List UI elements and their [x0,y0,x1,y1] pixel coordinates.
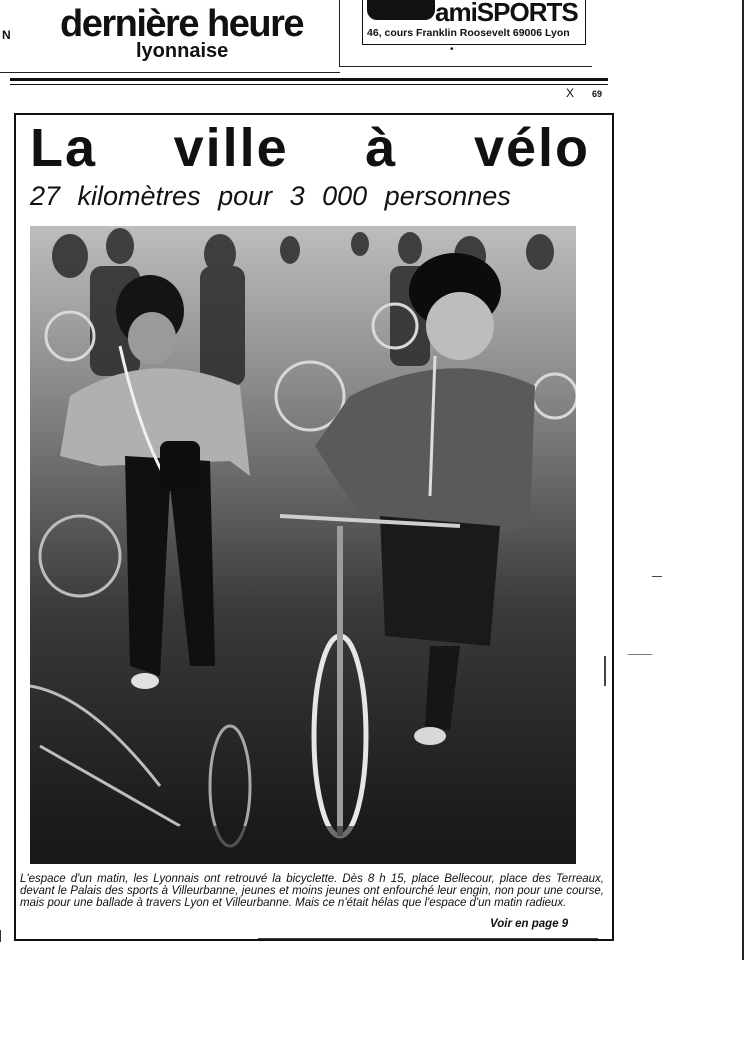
amisports-logo-icon [367,0,435,20]
headline-word: La [30,118,98,178]
see-page-link[interactable]: Voir en page 9 [490,918,569,930]
scan-mark [0,930,1,942]
masthead-title: dernière heure [60,3,303,45]
photo-caption: L'espace d'un matin, les Lyonnais ont retrouvé la bicyclette. Dès 8 h 15, place Bellecour, place des Terreaux, devant le Palais des sports à Villeurbanne, jeunes et moins jeunes ont enfourché leur engin, non pour une course, mais pour une ballade à travers Lyon et Villeurbanne. Mais ce n'était hélas que l'espace d'un matin radieux. [20,873,604,909]
masthead-subtitle: lyonnaise [136,40,229,62]
cyclists-photo-illustration [30,226,576,864]
scan-mark [628,654,652,655]
masthead-rule [0,72,340,73]
headline-word: vélo [473,118,590,178]
headline-word: à [365,118,398,178]
scan-mark [652,576,662,577]
ad-brand: amiSPORTS [435,0,578,27]
caption-rule [258,938,598,939]
page-number: 69 [592,89,603,99]
header-rule-thick [10,78,608,81]
dot-mark: • [450,44,454,55]
headline [30,116,590,180]
page-letter: X [566,86,575,100]
news-photo [30,226,576,864]
page-edge [742,0,744,960]
subheadline: 27 kilomètres pour 3 000 personnes [30,181,511,211]
masthead-fragment: N [2,28,11,42]
ad-address: 46, cours Franklin Roosevelt 69006 Lyon [367,27,570,39]
advertisement [362,0,586,45]
headline-word: ville [173,118,289,178]
header-rule-thin [10,84,608,85]
